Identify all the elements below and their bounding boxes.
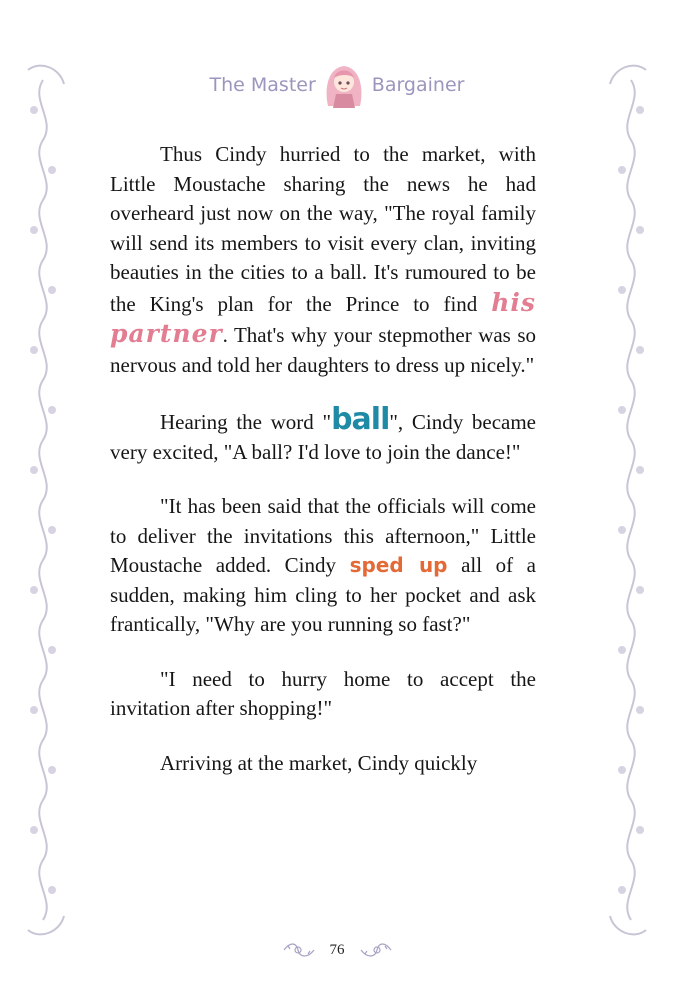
flourish-right-icon <box>359 940 393 960</box>
story-text <box>110 140 536 778</box>
highlight-ball: ball <box>331 402 390 437</box>
flourish-left-icon <box>282 940 316 960</box>
header-title-left: The Master <box>209 74 316 96</box>
paragraph-4: "I need to hurry home to accept the invitation after shopping!" <box>110 666 536 720</box>
highlight-his-partner: his partner <box>110 287 536 348</box>
paragraph-2: Hearing the word "ball", Cindy became very excited, "A ball? I'd love to join the dance!" <box>110 402 536 464</box>
page-number: 76 <box>329 941 345 958</box>
paragraph-3: "It has been said that the officials will come to deliver the invitations this afternoon," Little Moustache added. Cindy sped up all of a sudden, making him cling to her pocket and ask frantically, "Why are you running so fast?" <box>110 494 536 636</box>
mascot-girl-icon <box>322 62 366 108</box>
paragraph-1: Thus Cindy hurried to the market, with Little Moustache sharing the news he had overheard just now on the way, "The royal family will send its members to visit every clan, inviting beauties in the cities to a ball. It's rumoured to be the King's plan for the Prince to find his partner. That's why your stepmother was so nervous and told her daughters to dress up nicely." <box>110 142 536 377</box>
page-footer <box>0 930 674 970</box>
right-ornament-icon <box>608 60 654 940</box>
left-ornament-icon <box>20 60 66 940</box>
highlight-sped-up: sped up <box>349 553 448 577</box>
paragraph-5: Arriving at the market, Cindy quickly <box>160 750 478 775</box>
running-header <box>0 60 674 110</box>
header-title-right: Bargainer <box>371 74 465 96</box>
